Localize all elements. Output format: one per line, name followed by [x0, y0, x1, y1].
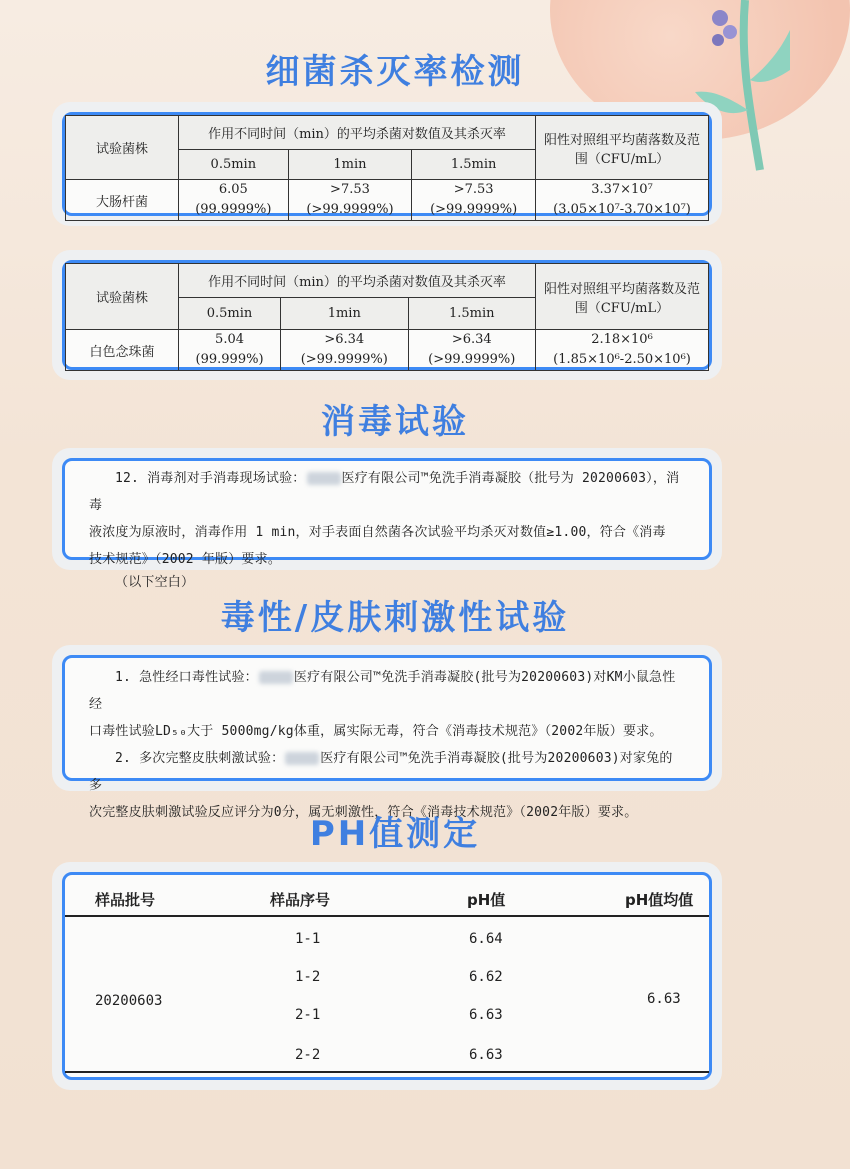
ph-batch-cell: 20200603 — [95, 993, 163, 1009]
toxicity-item2-pre: 2. 多次完整皮肤刺激试验： — [115, 751, 285, 766]
control-range: (1.85×10⁶-2.50×10⁶) — [553, 352, 691, 367]
disinfect-card — [52, 448, 722, 590]
disinfect-line2: 液浓度为原液时，消毒作用 1 min，对手表面自然菌各次试验平均杀灭对数值≥1.00，符合《消毒 — [89, 525, 666, 540]
redacted-name — [259, 671, 293, 684]
ph-divider-bottom — [65, 1071, 709, 1073]
control-value-cell — [536, 330, 709, 371]
ph-seq-cell: 1-2 — [295, 969, 321, 985]
redacted-name — [307, 472, 341, 485]
toxicity-section-title: 毒性/皮肤刺激性试验 — [220, 598, 570, 638]
kill-rate: (99.9999%) — [195, 202, 272, 217]
strain-header: 试验菌株 — [66, 264, 179, 330]
kill-rate: (99.999%) — [195, 352, 264, 367]
kill-rate: (>99.9999%) — [300, 352, 388, 367]
kill-value-cell — [412, 180, 536, 221]
ph-section-title: PH值测定 — [309, 814, 481, 854]
ph-header-mean: pH值均值 — [625, 891, 694, 909]
ph-seq-cell: 2-2 — [295, 1047, 321, 1063]
ph-header-batch: 样品批号 — [95, 891, 156, 909]
strain-header: 试验菌株 — [66, 116, 179, 180]
ph-seq-cell: 2-1 — [295, 1007, 321, 1023]
toxicity-card — [52, 645, 722, 820]
disinfect-section-title: 消毒试验 — [321, 402, 469, 442]
bacteria-section-title: 细菌杀灭率检测 — [265, 52, 525, 92]
strain-name: 大肠杆菌 — [66, 180, 179, 221]
ph-card — [52, 862, 722, 1090]
control-range: (3.05×10⁷-3.70×10⁷) — [553, 202, 691, 217]
ph-divider-top — [65, 915, 709, 917]
disinfect-line1-post: 医疗有限公司™免洗手消毒凝胶（批号为 20200603），消毒 — [89, 471, 680, 513]
kill-value-cell — [179, 180, 289, 221]
redacted-name — [285, 752, 319, 765]
ph-value-cell: 6.63 — [469, 1047, 503, 1063]
kill-value: >7.53 — [453, 182, 494, 197]
bacteria-table-card-1 — [52, 102, 722, 226]
toxicity-item1-line2: 口毒性试验LD₅₀大于 5000mg/kg体重，属实际无毒，符合《消毒技术规范》（2002年版）要求。 — [89, 724, 663, 739]
kill-value: >6.34 — [451, 332, 492, 347]
toxicity-item2-post: 医疗有限公司™免洗手消毒凝胶(批号为20200603)对家兔的多 — [89, 751, 673, 793]
bacteria-table-1 — [65, 115, 709, 221]
time-span-header: 作用不同时间（min）的平均杀菌对数值及其杀灭率 — [179, 116, 536, 150]
kill-value: >6.34 — [324, 332, 365, 347]
kill-value-cell — [281, 330, 408, 371]
ph-header-value: pH值 — [467, 891, 506, 909]
time-header: 0.5min — [179, 150, 289, 180]
kill-value: 6.05 — [218, 182, 248, 197]
toxicity-item1-pre: 1. 急性经口毒性试验： — [115, 670, 258, 685]
ph-value-cell: 6.62 — [469, 969, 503, 985]
kill-rate: (>99.9999%) — [430, 202, 518, 217]
ph-mean-cell: 6.63 — [647, 991, 681, 1007]
bacteria-table-card-2 — [52, 250, 722, 380]
toxicity-item2-line2: 次完整皮肤刺激试验反应评分为0分，属无刺激性，符合《消毒技术规范》（2002年版）要求。 — [89, 805, 638, 820]
ph-value-cell: 6.63 — [469, 1007, 503, 1023]
disinfect-text — [65, 461, 709, 593]
disinfect-line3: 技术规范》（2002 年版）要求。 — [89, 552, 282, 567]
control-header: 阳性对照组平均菌落数及范围（CFU/mL） — [536, 264, 709, 330]
strain-name: 白色念珠菌 — [66, 330, 179, 371]
time-header: 1min — [288, 150, 412, 180]
kill-value-cell — [408, 330, 536, 371]
ph-header-seq: 样品序号 — [270, 891, 331, 909]
time-header: 1min — [281, 298, 408, 330]
control-value: 2.18×10⁶ — [591, 332, 653, 347]
kill-rate: (>99.9999%) — [428, 352, 516, 367]
time-header: 0.5min — [179, 298, 281, 330]
kill-value-cell — [288, 180, 412, 221]
kill-value: 5.04 — [215, 332, 244, 347]
bacteria-table-2 — [65, 263, 709, 371]
ph-seq-cell: 1-1 — [295, 931, 321, 947]
control-header: 阳性对照组平均菌落数及范围（CFU/mL） — [536, 116, 709, 180]
ph-value-cell: 6.64 — [469, 931, 503, 947]
toxicity-item1-post: 医疗有限公司™免洗手消毒凝胶(批号为20200603)对KM小鼠急性经 — [89, 670, 676, 712]
kill-value-cell — [179, 330, 281, 371]
time-header: 1.5min — [408, 298, 536, 330]
time-span-header: 作用不同时间（min）的平均杀菌对数值及其杀灭率 — [179, 264, 536, 298]
kill-value: >7.53 — [330, 182, 370, 197]
ph-table — [65, 875, 709, 1077]
control-value: 3.37×10⁷ — [591, 182, 653, 197]
control-value-cell — [536, 180, 709, 221]
disinfect-line1-pre: 12. 消毒剂对手消毒现场试验： — [115, 471, 306, 486]
disinfect-line4: （以下空白） — [115, 575, 195, 590]
kill-rate: (>99.9999%) — [306, 202, 394, 217]
toxicity-text — [65, 658, 709, 826]
time-header: 1.5min — [412, 150, 536, 180]
